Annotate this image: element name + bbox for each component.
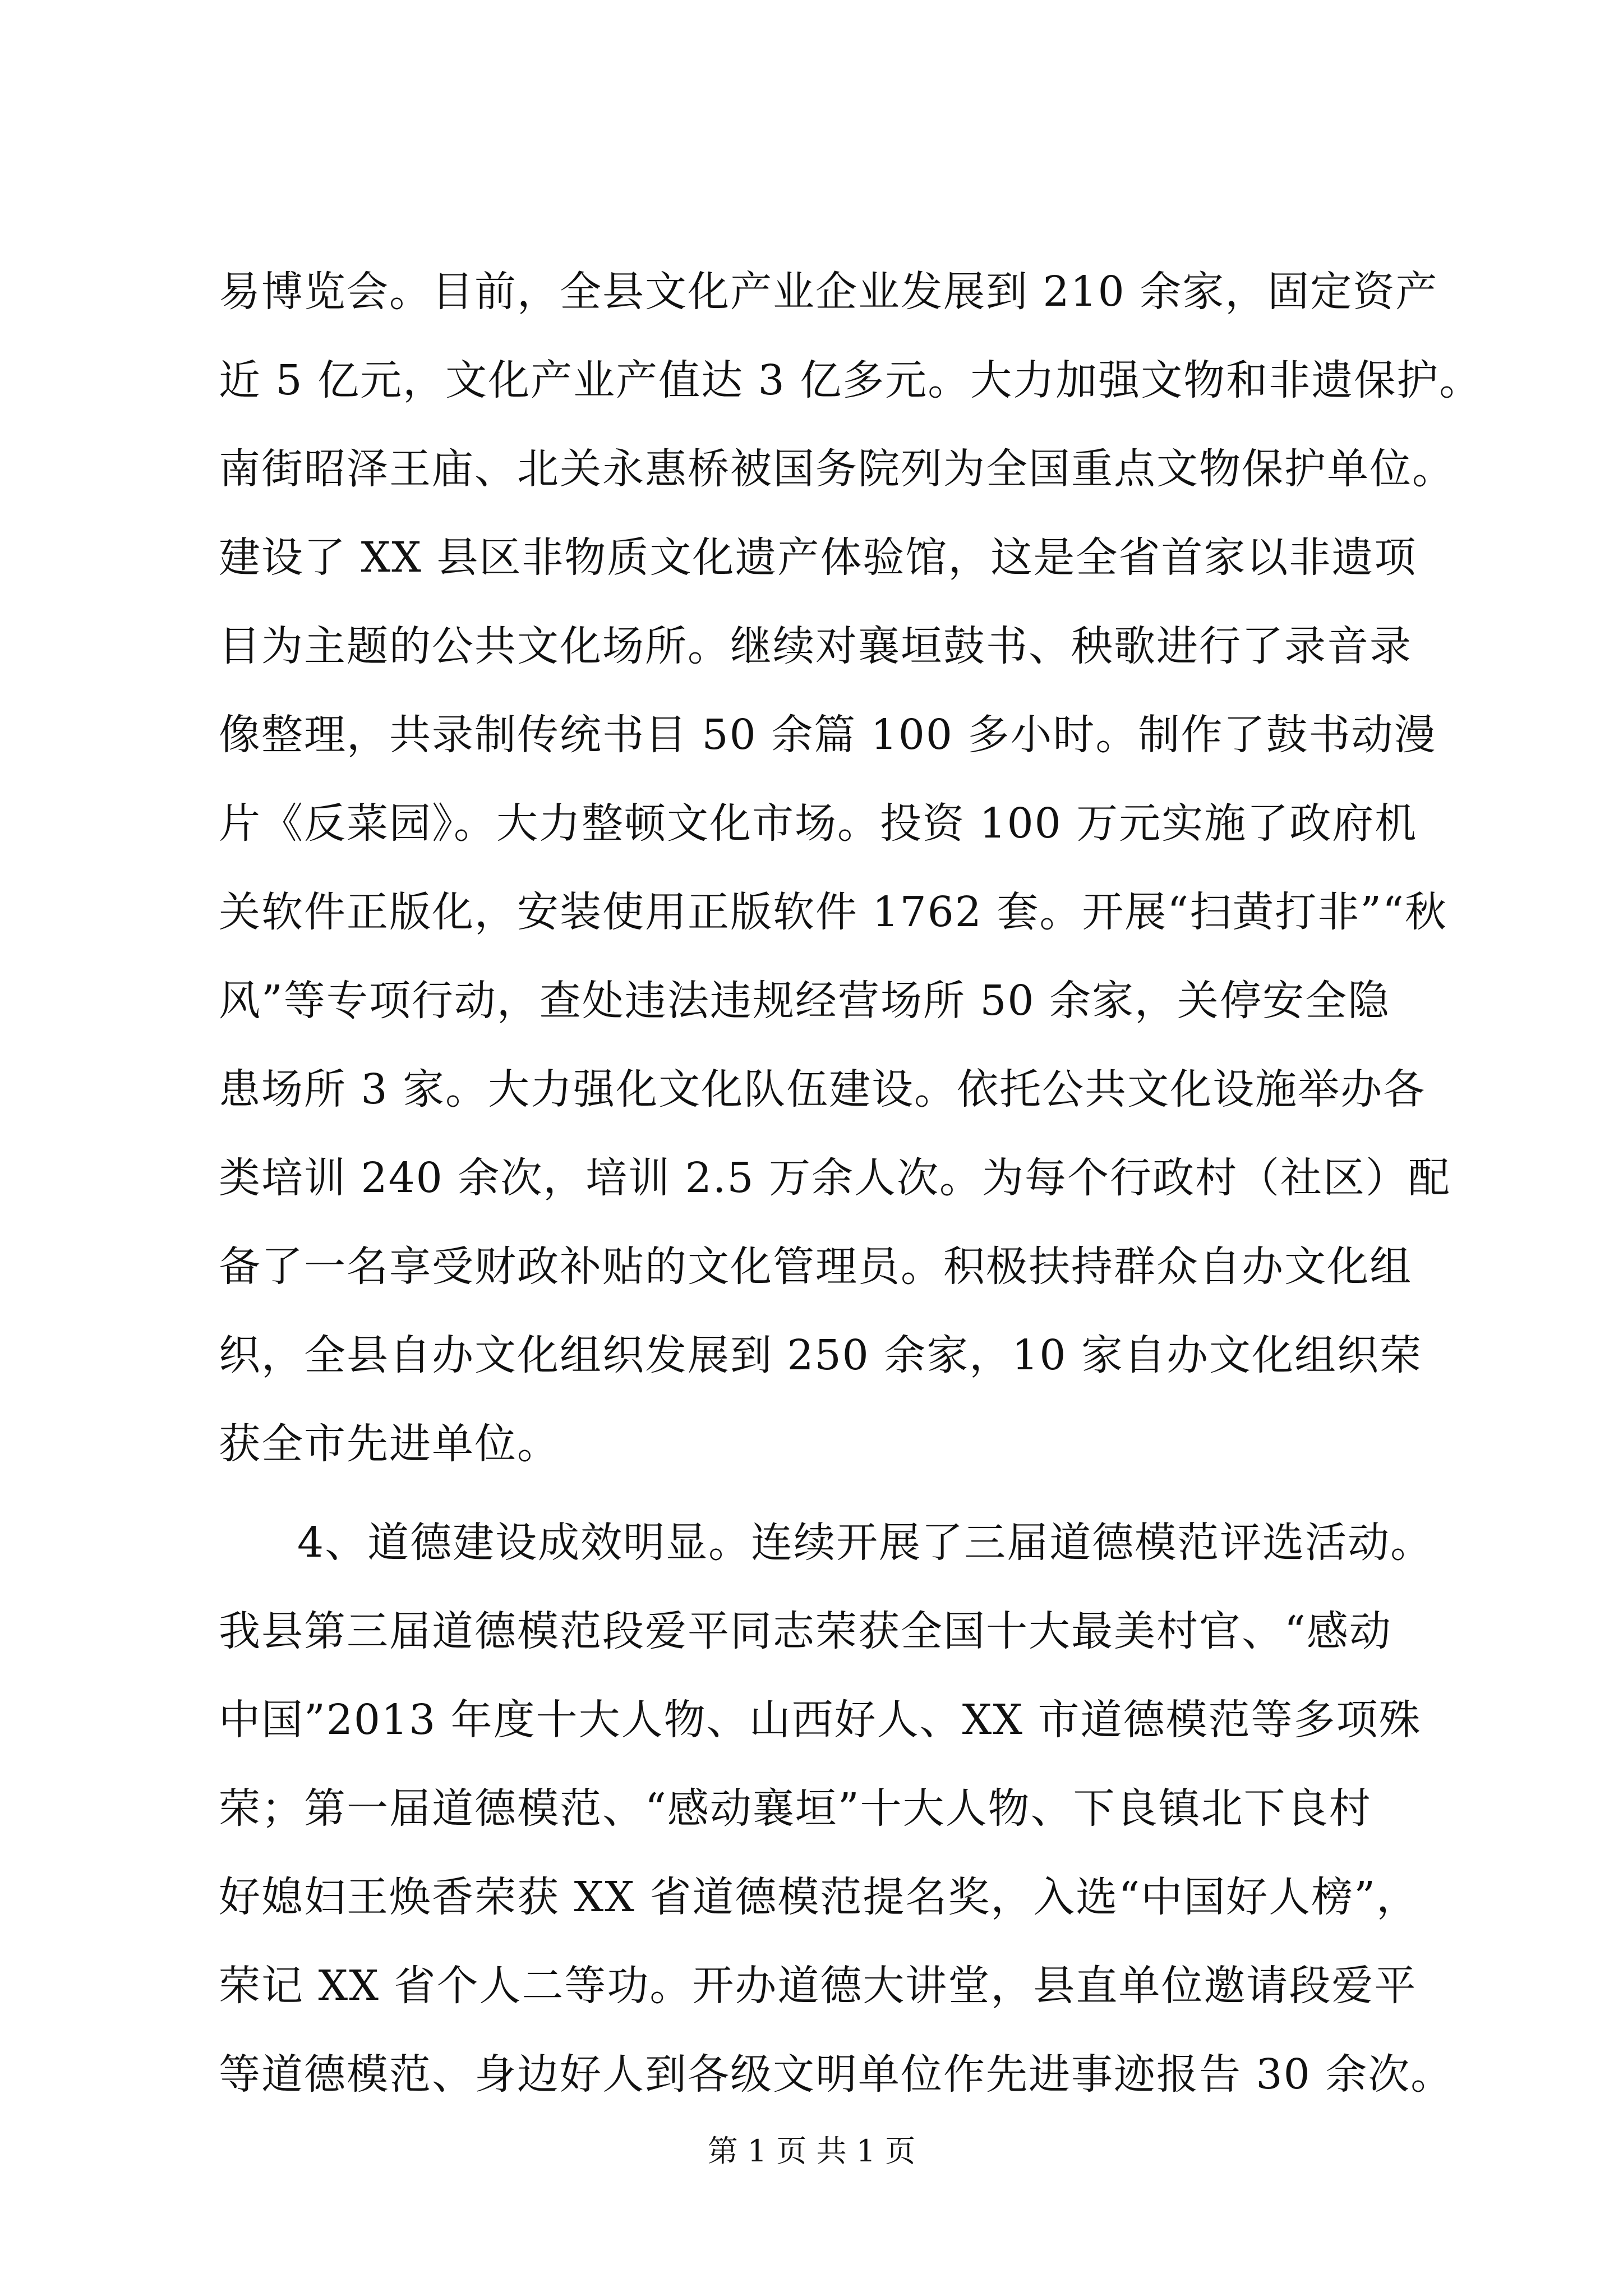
- text-line: 好媳妇王焕香荣获 XX 省道德模范提名奖，入选“中国好人榜”，: [219, 1873, 1419, 1921]
- text-line: 易博览会。目前，全县文化产业企业发展到 210 余家，固定资产: [219, 268, 1438, 316]
- text-line: 近 5 亿元，文化产业产值达 3 亿多元。大力加强文物和非遗保护。: [219, 356, 1482, 404]
- text-line: 像整理，共录制传统书目 50 余篇 100 多小时。制作了鼓书动漫: [219, 711, 1437, 759]
- text-line: 类培训 240 余次，培训 2.5 万余人次。为每个行政村（社区）配: [219, 1154, 1451, 1202]
- text-line: 中国”2013 年度十大人物、山西好人、XX 市道德模范等多项殊: [219, 1696, 1422, 1744]
- text-line: 等道德模范、身边好人到各级文明单位作先进事迹报告 30 余次。: [219, 2050, 1454, 2099]
- page-number-footer: 第 1 页 共 1 页: [707, 2133, 916, 2169]
- text-line: 片《反菜园》。大力整顿文化市场。投资 100 万元实施了政府机: [219, 799, 1418, 848]
- text-line: 风”等专项行动，查处违法违规经营场所 50 余家，关停安全隐: [219, 977, 1391, 1025]
- text-line: 我县第三届道德模范段爱平同志荣获全国十大最美村官、“感动: [219, 1607, 1392, 1655]
- text-line: 南街昭泽王庙、北关永惠桥被国务院列为全国重点文物保护单位。: [219, 445, 1455, 493]
- text-line: 患场所 3 家。大力强化文化队伍建设。依托公共文化设施举办各: [219, 1065, 1426, 1114]
- text-line: 织，全县自办文化组织发展到 250 余家，10 家自办文化组织荣: [219, 1331, 1422, 1379]
- text-line: 备了一名享受财政补贴的文化管理员。积极扶持群众自办文化组: [219, 1243, 1412, 1291]
- text-line: 荣；第一届道德模范、“感动襄垣”十大人物、下良镇北下良村: [219, 1784, 1372, 1833]
- text-line: 目为主题的公共文化场所。继续对襄垣鼓书、秧歌进行了录音录: [219, 622, 1412, 670]
- text-line: 获全市先进单位。: [219, 1420, 560, 1468]
- text-line: 荣记 XX 省个人二等功。开办道德大讲堂，县直单位邀请段爱平: [219, 1962, 1417, 2010]
- paragraph-heading-line: 4、道德建设成效明显。连续开展了三届道德模范评选活动。: [297, 1519, 1433, 1567]
- text-line: 关软件正版化，安装使用正版软件 1762 套。开展“扫黄打非”“秋: [219, 888, 1447, 936]
- text-line: 建设了 XX 县区非物质文化遗产体验馆，这是全省首家以非遗项: [219, 533, 1417, 582]
